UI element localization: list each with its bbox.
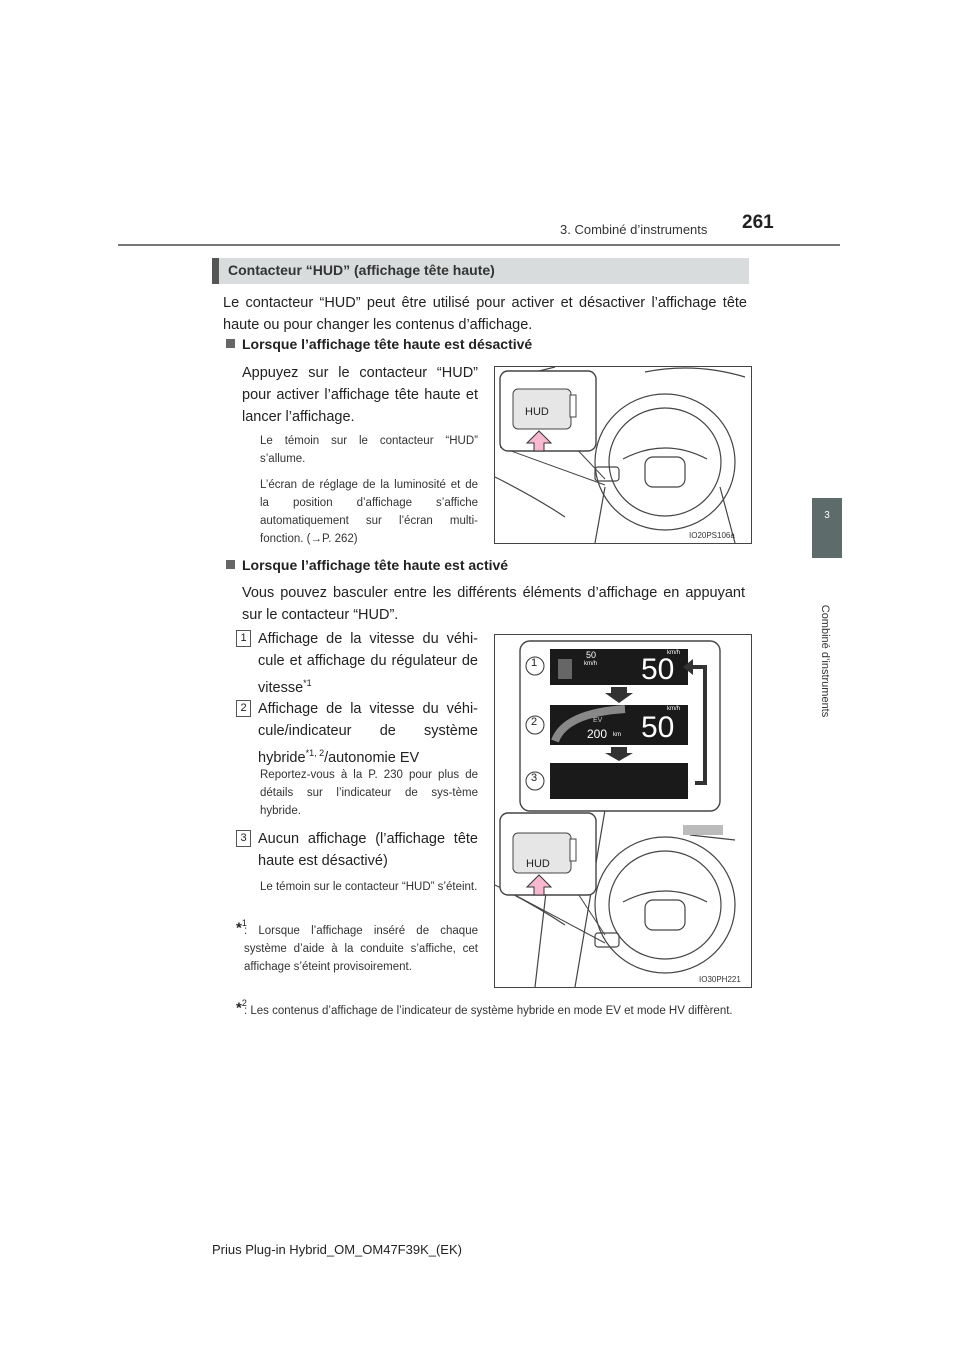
item-1-text (258, 628, 478, 699)
page-number: 261 (742, 212, 774, 233)
ev-unit: km (613, 732, 621, 738)
small-speed-unit: km/h (584, 661, 598, 667)
off-note-2 (260, 476, 478, 548)
footnote-2-number: 2 (241, 998, 247, 1008)
off-heading-text: Lorsque l’affichage tête haute est désactivé (242, 336, 533, 352)
section-heading-text: Contacteur “HUD” (affichage tête haute) (228, 262, 495, 278)
square-bullet-icon (226, 339, 235, 348)
hud-button-label: HUD (525, 406, 549, 418)
hud-display-modes-illustration (495, 635, 751, 987)
on-instruction: Vous pouvez basculer entre les différents éléments d’affichage en appuyant sur le contacteur “HUD”. (242, 585, 745, 623)
footnote-2-star: * (236, 999, 242, 1017)
square-bullet-icon (226, 560, 235, 569)
item-2-note: Reportez-vous à la P. 230 pour plus de détails sur l’indicateur de sys-tème hybride. (260, 769, 478, 817)
on-heading (226, 557, 508, 573)
speed-value-2: 50 (641, 711, 675, 744)
speed-unit-1: km/h (667, 650, 681, 656)
footnote-1 (236, 918, 478, 973)
item-number-3: 3 (236, 830, 251, 847)
footnote-2-text: : Les contenus d’affichage de l’indicateur de système hybride en mode EV et mode HV diffèrent. (244, 1005, 733, 1017)
footnote-2 (236, 998, 748, 1017)
chapter-tab (812, 498, 842, 558)
item-number-2: 2 (236, 700, 251, 717)
off-instruction: Appuyez sur le contacteur “HUD” pour activer l’affichage tête haute et lancer l’affichage. (242, 365, 478, 425)
item-2-footnote-ref: *1, 2 (305, 748, 325, 758)
footnote-1-star: * (236, 919, 242, 937)
chapter-title: 3. Combiné d’instruments (560, 222, 708, 237)
circle-label-2: 2 (531, 716, 538, 728)
off-note-2-text: L’écran de réglage de la luminosité et de la position d’affichage s’affiche automatiquement sur l’écran multi-fonction. ( (260, 479, 478, 545)
item-number-1: 1 (236, 630, 251, 647)
item-3-note: Le témoin sur le contacteur “HUD” s’éteint. (260, 881, 478, 893)
item-3-text: Aucun affichage (l’affichage tête haute est désactivé) (258, 831, 478, 869)
ev-label: EV (593, 717, 603, 724)
chapter-tab-number: 3 (824, 510, 830, 521)
header-rule (118, 244, 840, 246)
small-speed: 50 (586, 650, 597, 660)
off-note-1: Le témoin sur le contacteur “HUD” s’allume. (260, 435, 478, 465)
off-heading (226, 336, 532, 352)
figure-code: IO30PH221 (699, 975, 741, 984)
speed-value-1: 50 (641, 653, 675, 686)
document-footer: Prius Plug-in Hybrid_OM_OM47F39K_(EK) (212, 1242, 462, 1257)
figure-hud-switch-on (494, 634, 752, 988)
hud-button-label: HUD (526, 858, 550, 870)
item-2-label-suffix: /autonomie EV (324, 749, 420, 766)
item-1-footnote-ref: *1 (303, 678, 312, 688)
off-note-2-ref: P. 262) (322, 533, 358, 545)
section-heading (212, 258, 749, 284)
circle-label-3: 3 (531, 772, 538, 784)
intro-paragraph: Le contacteur “HUD” peut être utilisé pour activer et désactiver l’affichage tête haute ou pour changer les contenus d’affichage. (223, 295, 747, 333)
footnote-1-text: : Lorsque l’affichage inséré de chaque système d’aide à la conduite s’affiche, cet affichage s’éteint provisoirement. (244, 925, 478, 973)
circle-label-1: 1 (531, 657, 538, 669)
item-1-label: Affichage de la vitesse du véhi-cule et affichage du régulateur de vitesse (258, 631, 478, 696)
on-heading-text: Lorsque l’affichage tête haute est activé (242, 557, 509, 573)
figure-hud-switch-off (494, 366, 752, 544)
arrow-right-icon: → (310, 533, 322, 545)
speed-unit-2: km/h (667, 706, 681, 712)
steering-wheel-illustration (495, 367, 751, 543)
item-2-label: Affichage de la vitesse du véhi-cule/indicateur de système hybride (258, 701, 478, 766)
figure-code: IO20PS106a (689, 531, 735, 540)
ev-range: 200 (587, 727, 608, 741)
item-2-text (258, 698, 478, 769)
footnote-1-number: 1 (241, 918, 247, 928)
chapter-tab-label: Combiné d’instruments (819, 604, 831, 718)
